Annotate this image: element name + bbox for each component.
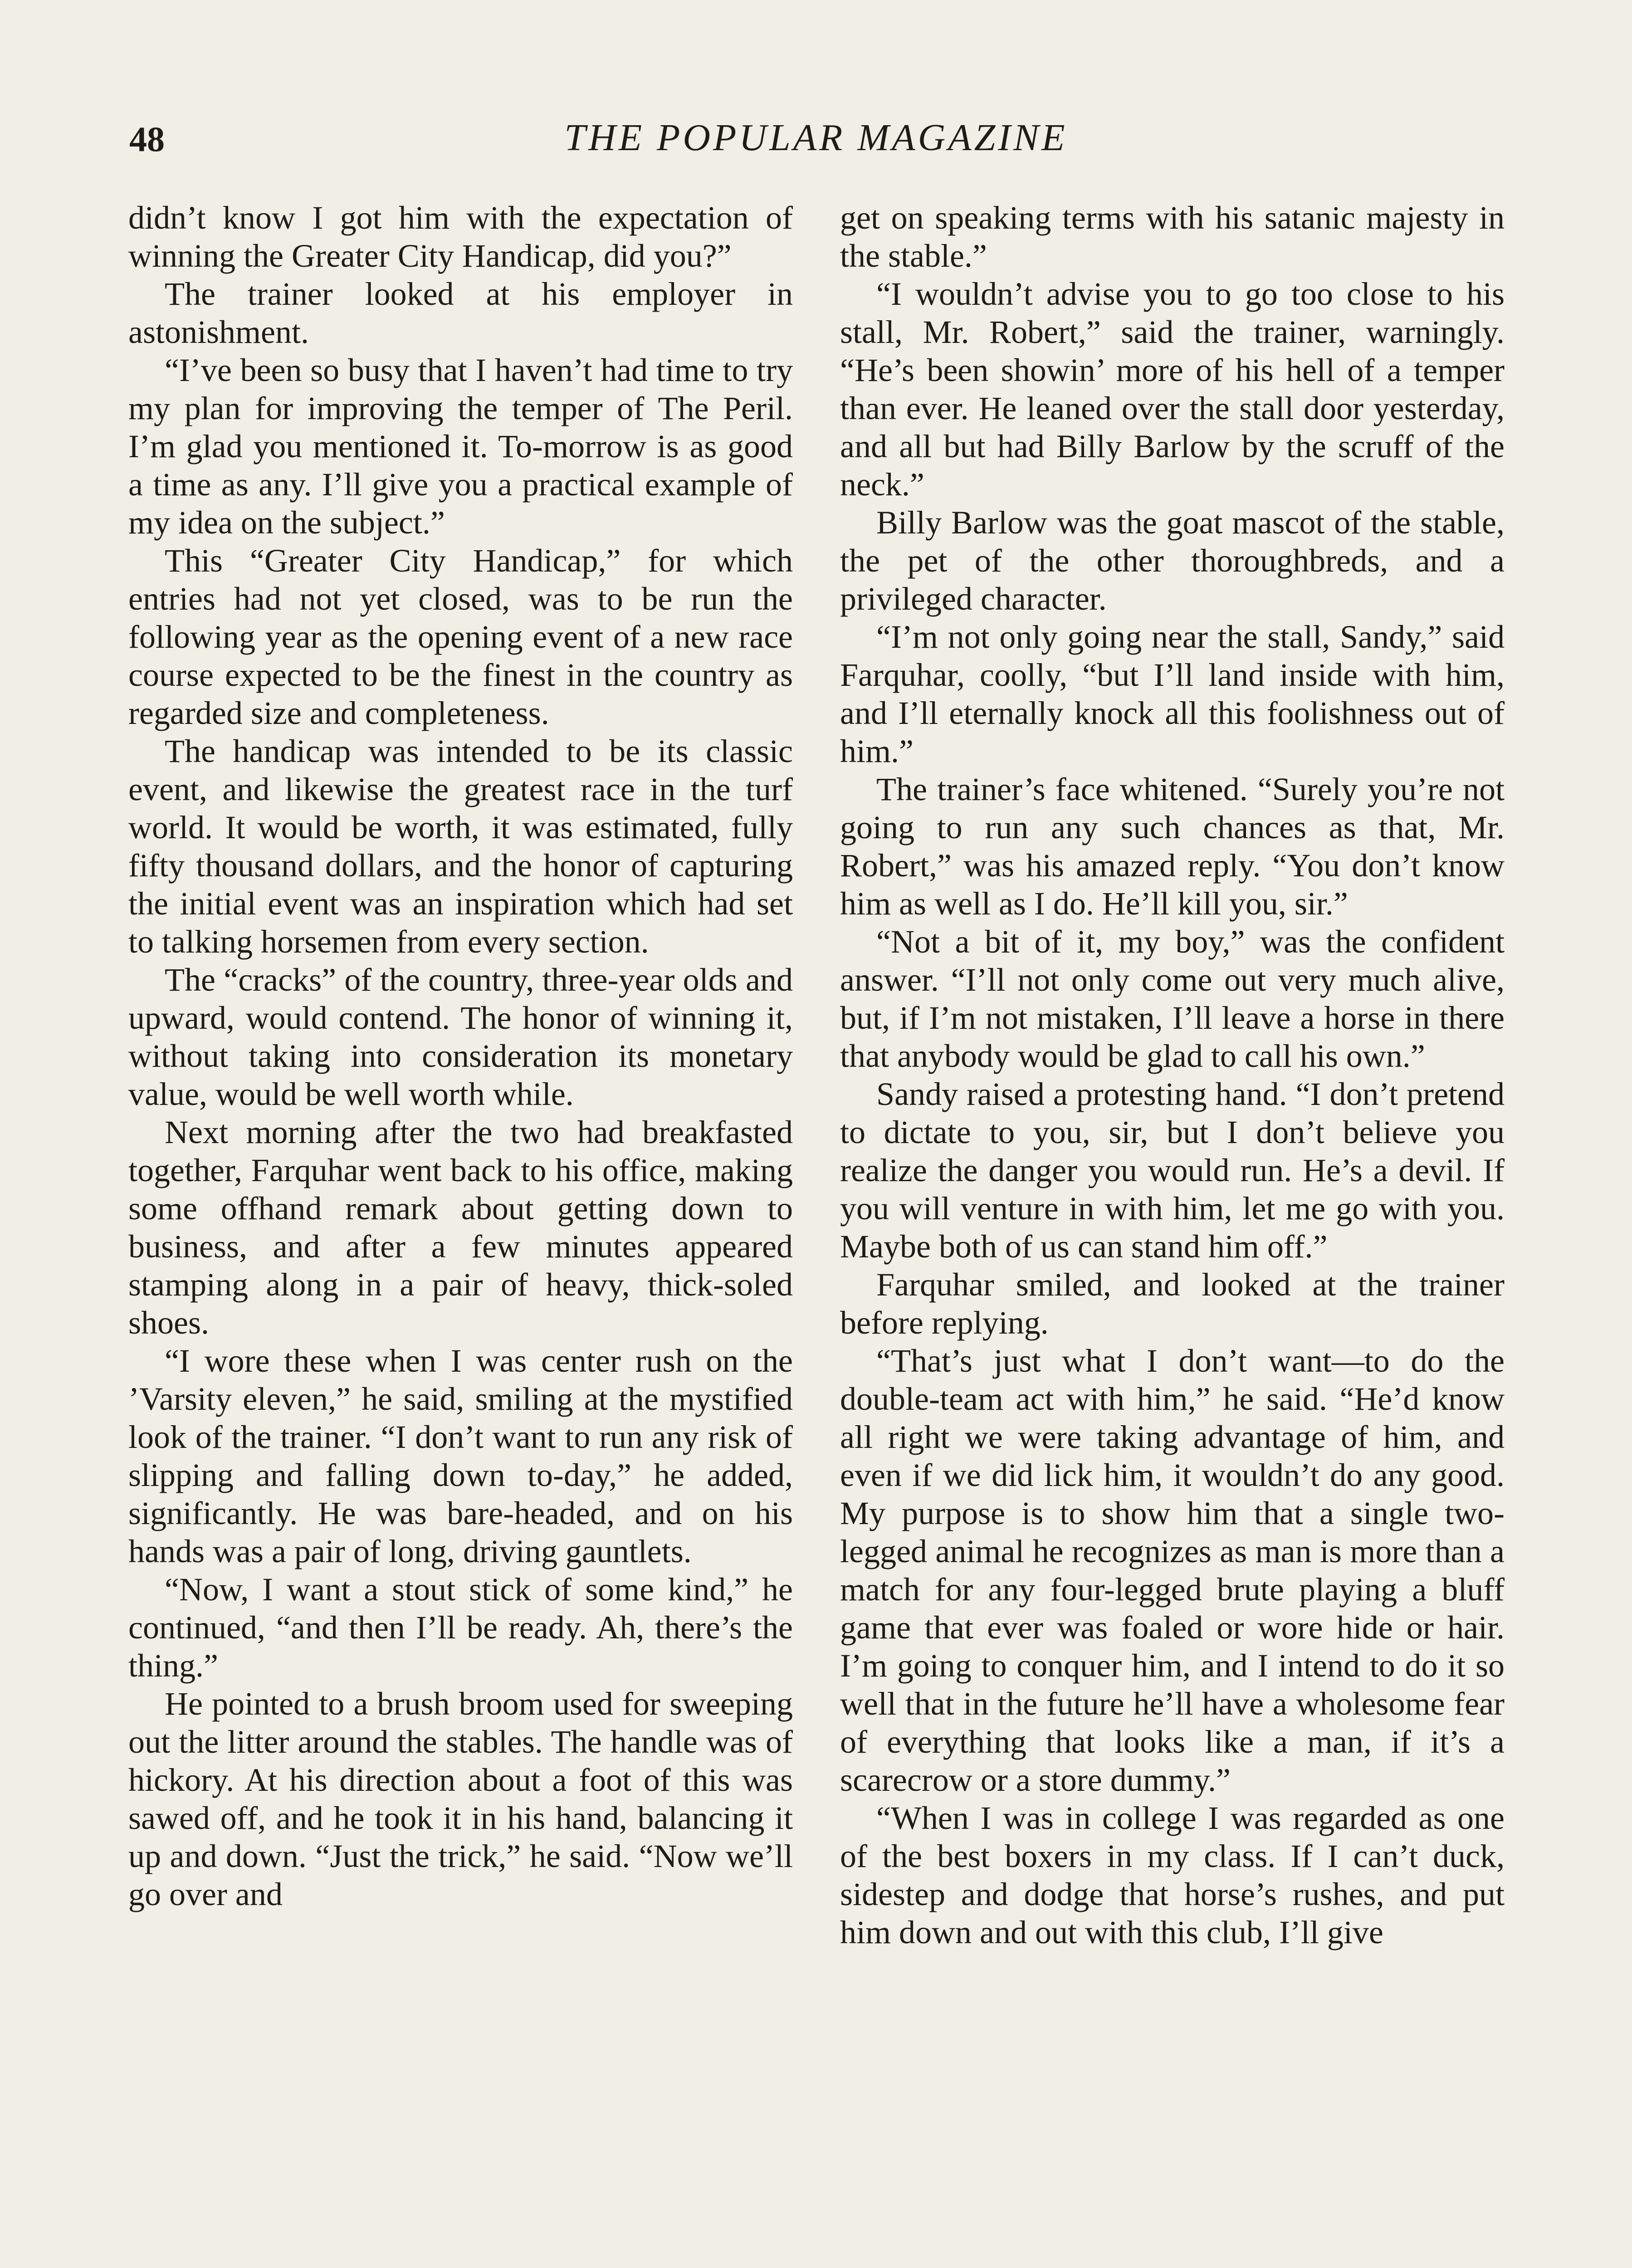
- paragraph: didn’t know I got him with the expectation of winning the Greater City Handicap, did you?”: [128, 200, 793, 274]
- right-column: [840, 199, 1505, 1951]
- paragraph: This “Greater City Handicap,” for which entries had not yet closed, was to be run the following year as the opening event of a new race course expected to be the finest in the country as regarded size and completeness.: [128, 543, 793, 731]
- paragraph: “I wouldn’t advise you to go too close to his stall, Mr. Robert,” said the trainer, warningly. “He’s been showin’ more of his hell of a temper than ever. He leaned over the stall door yesterday, and all but had Billy Barlow by the scruff of the neck.”: [840, 276, 1505, 503]
- paragraph: The “cracks” of the country, three-year olds and upward, would contend. The honor of winning it, without taking into consideration its monetary value, would be well worth while.: [128, 962, 793, 1112]
- paragraph: Billy Barlow was the goat mascot of the stable, the pet of the other thoroughbreds, and a privileged character.: [840, 504, 1505, 617]
- paragraph: Sandy raised a protesting hand. “I don’t pretend to dictate to you, sir, but I don’t believe you realize the danger you would run. He’s a devil. If you will venture in with him, let me go with you. Maybe both of us can stand him off.”: [840, 1076, 1505, 1265]
- paragraph: “Not a bit of it, my boy,” was the confident answer. “I’ll not only come out very much alive, but, if I’m not mistaken, I’ll leave a horse in there that anybody would be glad to call his own.”: [840, 924, 1505, 1074]
- paragraph: The handicap was intended to be its classic event, and likewise the greatest race in the turf world. It would be worth, it was estimated, fully fifty thousand dollars, and the honor of capturing the initial event was an inspiration which had set to talking horsemen from every section.: [128, 733, 793, 960]
- paragraph: Next morning after the two had breakfasted together, Farquhar went back to his office, making some offhand remark about getting down to business, and after a few minutes appeared stamping along in a pair of heavy, thick-soled shoes.: [128, 1114, 793, 1341]
- paragraph: “Now, I want a stout stick of some kind,” he continued, “and then I’ll be ready. Ah, there’s the thing.”: [128, 1571, 793, 1684]
- running-head-title: THE POPULAR MAGAZINE: [564, 117, 1068, 159]
- paragraph: The trainer looked at his employer in astonishment.: [128, 276, 793, 350]
- paragraph: He pointed to a brush broom used for sweeping out the litter around the stables. The handle was of hickory. At his direction about a foot of this was sawed off, and he took it in his hand, balancing it up and down. “Just the trick,” he said. “Now we’ll go over and: [128, 1686, 793, 1912]
- paragraph: “I’m not only going near the stall, Sandy,” said Farquhar, coolly, “but I’ll land inside with him, and I’ll eternally knock all this foolishness out of him.”: [840, 619, 1505, 769]
- left-column: [128, 199, 793, 1913]
- paragraph: “When I was in college I was regarded as one of the best boxers in my class. If I can’t duck, sidestep and dodge that horse’s rushes, and put him down and out with this club, I’ll give: [840, 1800, 1505, 1950]
- paragraph: Farquhar smiled, and looked at the trainer before replying.: [840, 1266, 1505, 1341]
- paragraph: get on speaking terms with his satanic majesty in the stable.”: [840, 200, 1505, 274]
- paragraph: The trainer’s face whitened. “Surely you’re not going to run any such chances as that, Mr. Robert,” was his amazed reply. “You don’t know him as well as I do. He’ll kill you, sir.”: [840, 771, 1505, 922]
- paragraph: “I’ve been so busy that I haven’t had time to try my plan for improving the temper of The Peril. I’m glad you mentioned it. To-morrow is as good a time as any. I’ll give you a practical example of my idea on the subject.”: [128, 352, 793, 541]
- paragraph: “I wore these when I was center rush on the ’Varsity eleven,” he said, smiling at the mystified look of the trainer. “I don’t want to run any risk of slipping and falling down to-day,” he added, significantly. He was bare-headed, and on his hands was a pair of long, driving gauntlets.: [128, 1343, 793, 1569]
- paragraph: “That’s just what I don’t want—to do the double-team act with him,” he said. “He’d know all right we were taking advantage of him, and even if we did lick him, it wouldn’t do any good. My purpose is to show him that a single two-legged animal he recognizes as man is more than a match for any four-legged brute playing a bluff game that ever was foaled or wore hide or hair. I’m going to conquer him, and I intend to do it so well that in the future he’ll have a wholesome fear of everything that looks like a man, if it’s a scarecrow or a store dummy.”: [840, 1343, 1505, 1798]
- page-number: 48: [129, 119, 165, 159]
